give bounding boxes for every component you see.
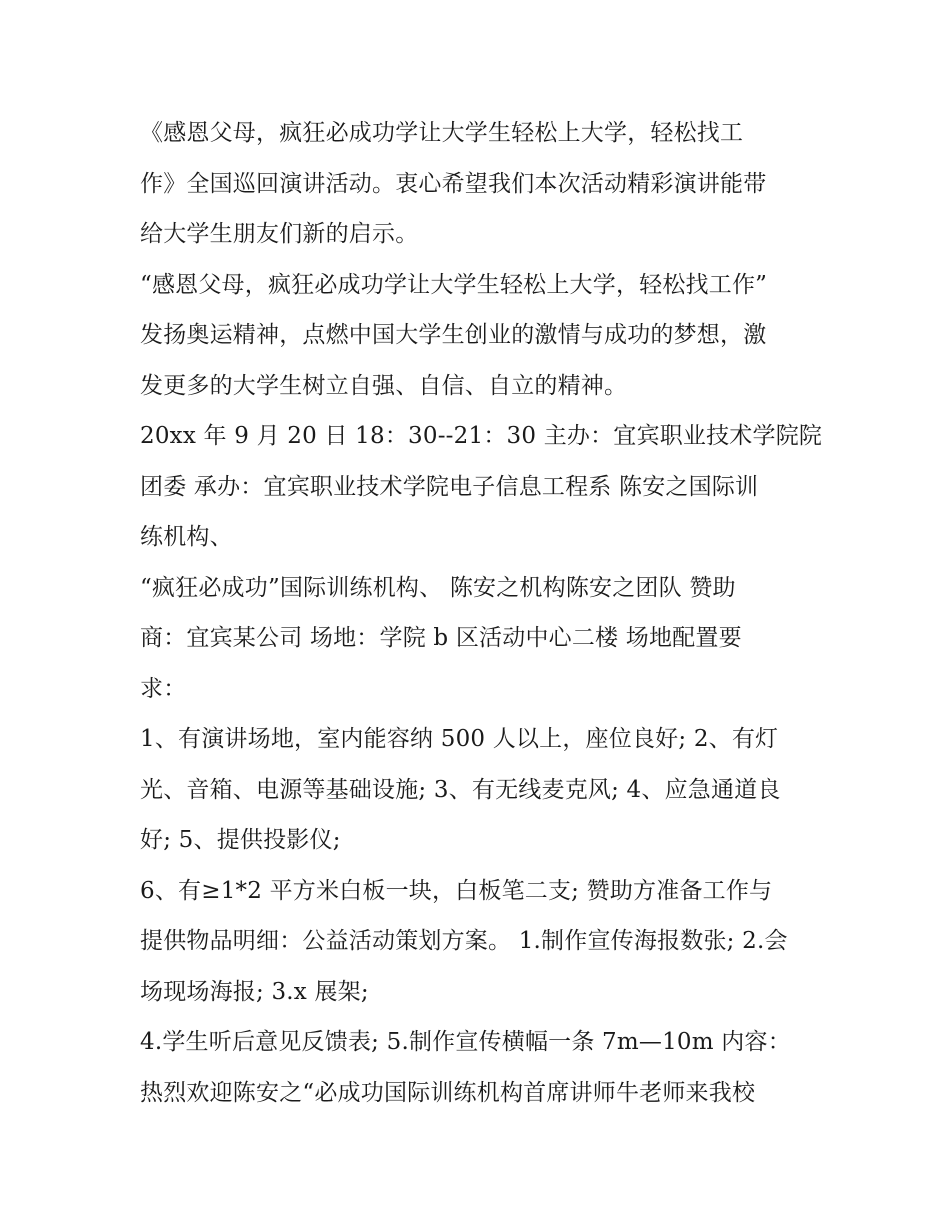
text-line: 求： <box>140 675 187 702</box>
text-line: 商：宜宾某公司 场地：学院 b 区活动中心二楼 场地配置要 <box>140 625 742 651</box>
text-line: 1、有演讲场地，室内能容纳 500 人以上，座位良好; 2、有灯 <box>140 726 779 752</box>
text-line: 光、音箱、电源等基础设施; 3、有无线麦克风; 4、应急通道良 <box>140 776 781 803</box>
text-line: 好; 5、提供投影仪; <box>140 827 341 853</box>
text-line: 练机构、 <box>140 524 233 550</box>
document-body <box>140 108 823 1118</box>
text-line: 发扬奥运精神，点燃中国大学生创业的激情与成功的梦想，激 <box>140 322 767 348</box>
text-line: 《感恩父母，疯狂必成功学让大学生轻松上大学，轻松找工 <box>140 120 744 146</box>
text-line: “疯狂必成功”国际训练机构、 陈安之机构陈安之团队 赞助 <box>140 574 736 601</box>
text-line: 作》全国巡回演讲活动。衷心希望我们本次活动精彩演讲能带 <box>140 170 767 197</box>
text-line: 发更多的大学生树立自强、自信、自立的精神。 <box>140 372 628 399</box>
text-line: 6、有≥1*2 平方米白板一块，白板笔二支; 赞助方准备工作与 <box>140 877 773 904</box>
text-line: 4.学生听后意见反馈表; 5.制作宣传横幅一条 7m—10m 内容： <box>140 1029 791 1055</box>
text-line: 热烈欢迎陈安之“必成功国际训练机构首席讲师牛老师来我校 <box>140 1079 756 1106</box>
text-line: 提供物品明细：公益活动策划方案。 1.制作宣传海报数张; 2.会 <box>140 928 788 954</box>
text-line: 团委 承办：宜宾职业技术学院电子信息工程系 陈安之国际训 <box>140 473 759 500</box>
text-line: 20xx 年 9 月 20 日 18：30--21：30 主办：宜宾职业技术学院院 <box>140 423 823 449</box>
text-line: “感恩父母，疯狂必成功学让大学生轻松上大学，轻松找工作” <box>140 271 768 298</box>
text-line: 给大学生朋友们新的启示。 <box>140 221 419 247</box>
text-line: 场现场海报; 3.x 展架; <box>140 978 369 1005</box>
